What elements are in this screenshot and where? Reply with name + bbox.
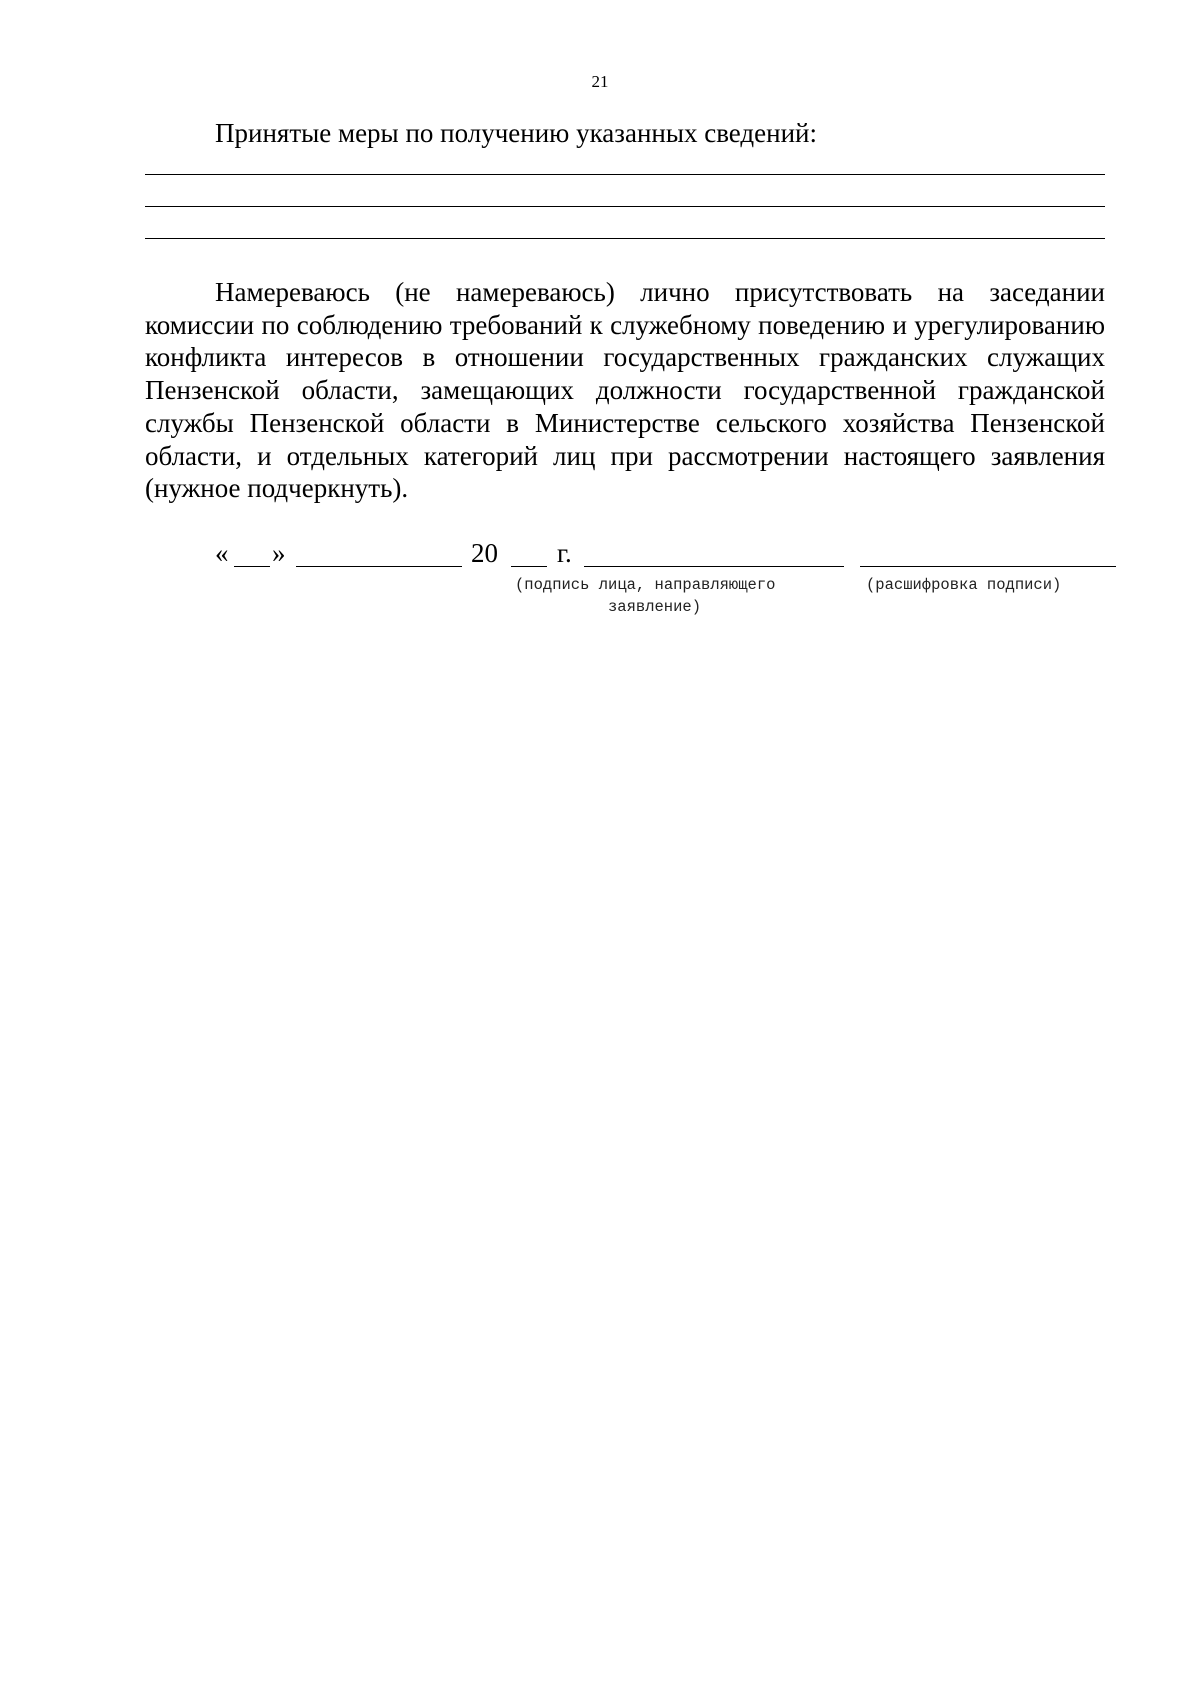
page-number: 21: [591, 72, 609, 91]
signature-blank[interactable]: [584, 566, 844, 567]
month-blank[interactable]: [296, 566, 462, 567]
intent-paragraph: Намереваюсь (не намереваюсь) лично присутствовать на заседании комиссии по соблюдению требований к служебному поведению и урегулированию конфликта интересов в отношении государственных гражданских служащих Пензенской области, замещающих должности государственной гражданской службы Пензенской области в Министерстве сельского хозяйства Пензенской области, и отдельных категорий лиц при рассмотрении настоящего заявления (нужное подчеркнуть).: [145, 277, 1105, 504]
measures-heading: Принятые меры по получению указанных сведений:: [215, 118, 818, 148]
transcript-blank[interactable]: [860, 566, 1116, 567]
signature-row: [0, 538, 1200, 572]
signature-caption-continued: заявление): [608, 598, 702, 616]
blank-line-3[interactable]: [145, 238, 1105, 239]
year-suffix: г.: [557, 538, 572, 568]
blank-line-1[interactable]: [145, 174, 1105, 175]
blank-line-2[interactable]: [145, 206, 1105, 207]
day-blank[interactable]: [234, 566, 270, 567]
transcript-caption: (расшифровка подписи): [866, 576, 1062, 594]
quote-close: »: [272, 538, 286, 568]
year-prefix: 20: [471, 538, 498, 568]
quote-open: «: [215, 538, 229, 568]
year-blank[interactable]: [511, 566, 547, 567]
signature-caption: (подпись лица, направляющего: [515, 576, 776, 594]
